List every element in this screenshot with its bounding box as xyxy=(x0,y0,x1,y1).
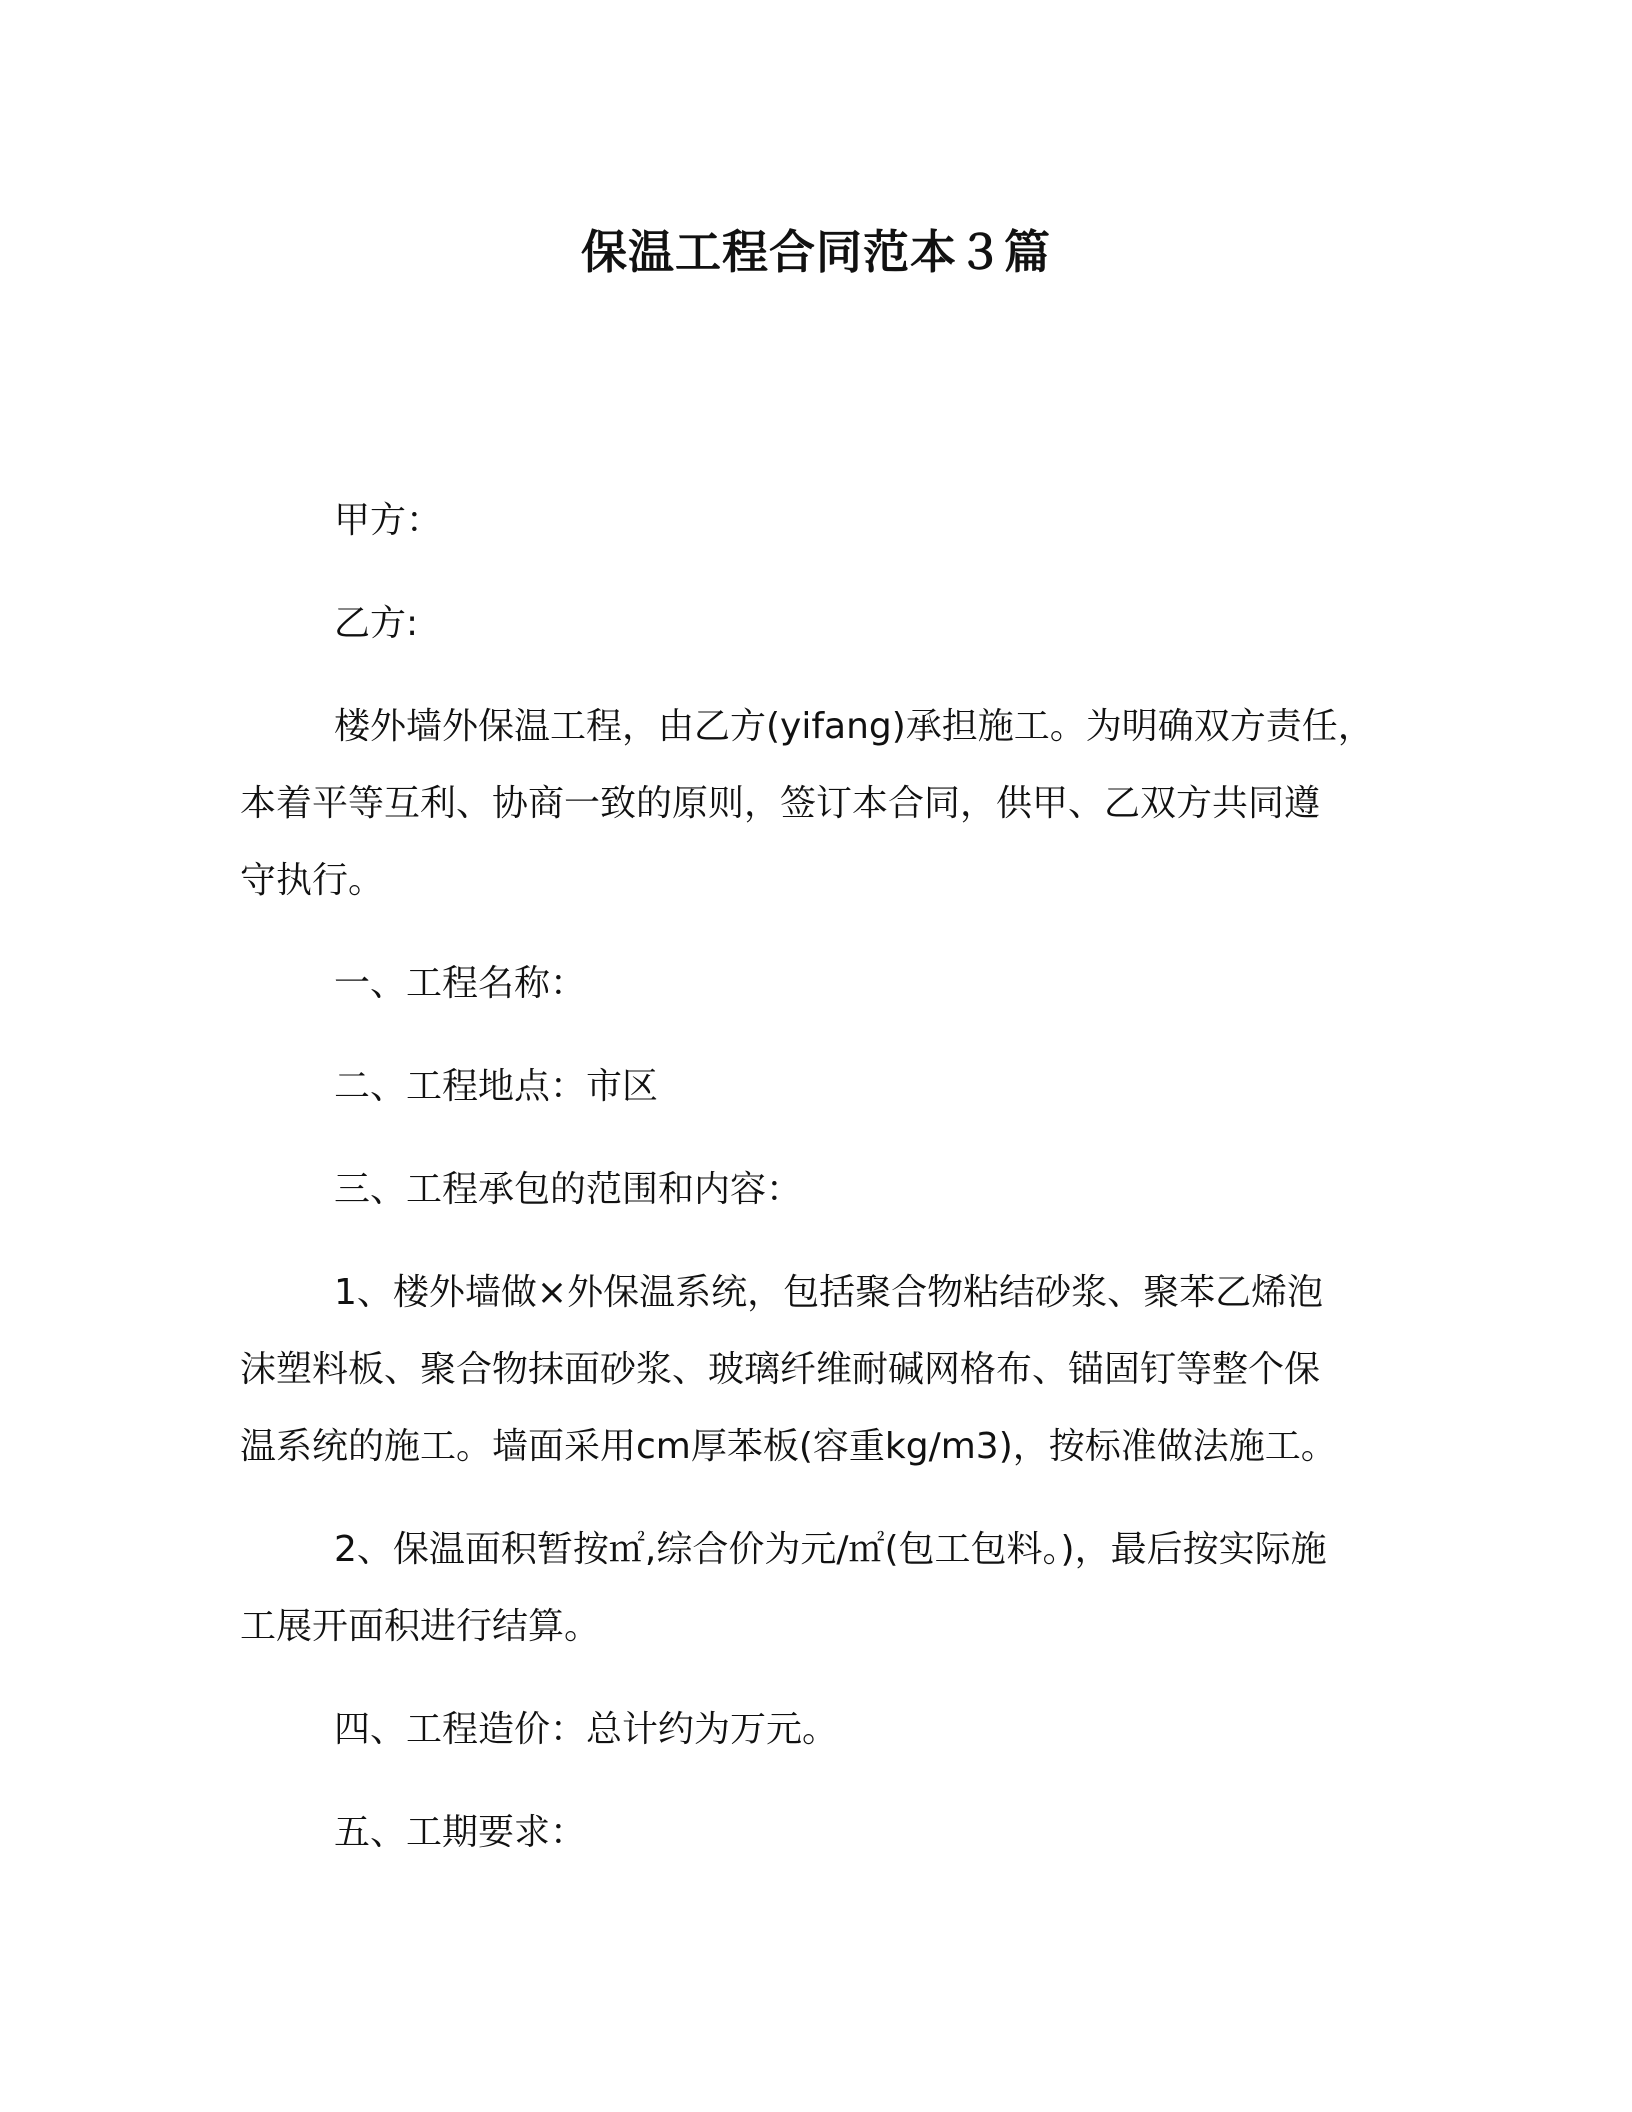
item-1-line-1: 1、楼外墙做×外保温系统，包括聚合物粘结砂浆、聚苯乙烯泡 xyxy=(334,1272,1324,1313)
section-project-name xyxy=(240,945,1390,1022)
intro-line-3: 守执行。 xyxy=(240,860,385,901)
intro-line-2: 本着平等互利、协商一致的原则，签订本合同，供甲、乙双方共同遵 xyxy=(240,783,1321,824)
party-a-label xyxy=(240,482,1390,559)
section-5-text: 五、工期要求： xyxy=(334,1812,587,1853)
intro-paragraph xyxy=(240,688,1390,919)
section-2-text: 二、工程地点：市区 xyxy=(334,1066,659,1107)
item-1-line-2: 沫塑料板、聚合物抹面砂浆、玻璃纤维耐碱网格布、锚固钉等整个保 xyxy=(240,1349,1321,1390)
party-b-text: 乙方: xyxy=(334,603,419,644)
scope-item-2 xyxy=(240,1511,1390,1665)
item-2-line-2: 工展开面积进行结算。 xyxy=(240,1606,601,1647)
intro-line-1: 楼外墙外保温工程，由乙方(yifang)承担施工。为明确双方责任， xyxy=(334,706,1374,747)
section-1-text: 一、工程名称： xyxy=(334,963,587,1004)
document-title: 保温工程合同范本３篇 xyxy=(581,225,1051,279)
section-project-scope xyxy=(240,1151,1390,1228)
item-2-line-1: 2、保温面积暂按㎡,综合价为元/㎡(包工包料。)，最后按实际施 xyxy=(334,1529,1327,1570)
section-project-cost xyxy=(240,1691,1390,1768)
section-schedule xyxy=(240,1794,1390,1871)
party-a-text: 甲方： xyxy=(334,500,443,541)
item-1-line-3: 温系统的施工。墙面采用cm厚苯板(容重kg/m3)，按标准做法施工。 xyxy=(240,1426,1337,1467)
party-b-label xyxy=(240,585,1390,662)
scope-item-1 xyxy=(240,1254,1390,1485)
section-project-location xyxy=(240,1048,1390,1125)
section-4-text: 四、工程造价：总计约为万元。 xyxy=(334,1709,839,1750)
section-3-text: 三、工程承包的范围和内容： xyxy=(334,1169,803,1210)
